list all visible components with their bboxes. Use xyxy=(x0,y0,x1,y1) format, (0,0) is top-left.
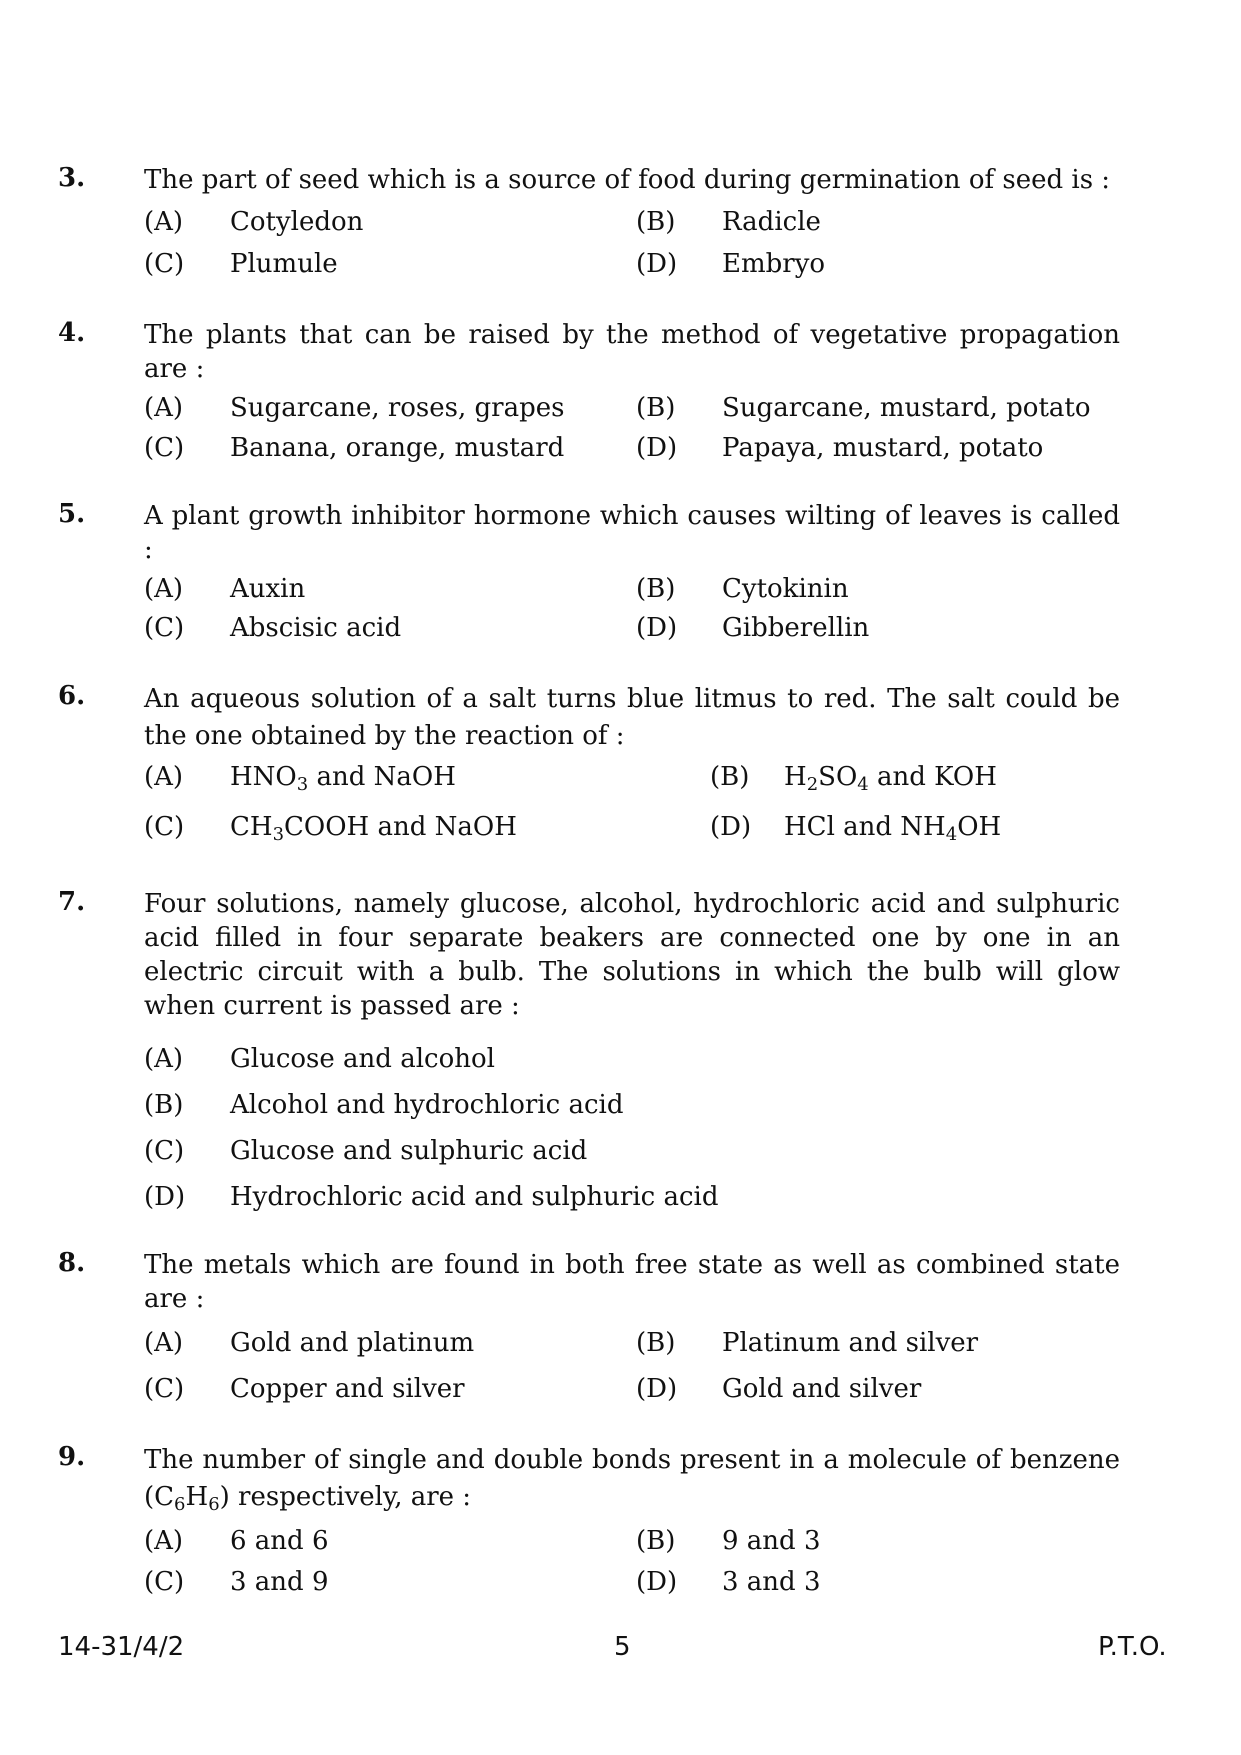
paper-code: 14-31/4/2 xyxy=(58,1632,185,1662)
question-text: Four solutions, namely glucose, alcohol, hydrochloric acid and sulphuric acid filled in four separate beakers are connected one by one in an electric circuit with a bulb. The solutions in which the bulb will glow when current is passed are : xyxy=(144,889,1120,1021)
question-text: A plant growth inhibitor hormone which causes wilting of leaves is called : xyxy=(144,501,1120,565)
question-text: The metals which are found in both free state as well as combined state are : xyxy=(144,1250,1120,1314)
question-number: 7. xyxy=(58,887,86,917)
question-text: The number of single and double bonds present in a molecule of benzene $(C_6H_6)$ respectively, are : xyxy=(144,1445,1120,1515)
question-text: An aqueous solution of a salt turns blue litmus to red. The salt could be the one obtained by the reaction of : xyxy=(144,684,1120,751)
question-number: 6. xyxy=(58,681,86,711)
question-text: The part of seed which is a source of food during germination of seed is : xyxy=(144,165,1111,195)
question-number: 4. xyxy=(58,318,86,348)
pto-label: P.T.O. xyxy=(1098,1632,1167,1662)
question-number: 8. xyxy=(58,1248,86,1278)
page-number: 5 xyxy=(614,1632,631,1662)
question-number: 5. xyxy=(58,499,86,529)
question-number: 9. xyxy=(58,1442,86,1472)
question-text: The plants that can be raised by the method of vegetative propagation are : xyxy=(144,320,1120,384)
question-number: 3. xyxy=(58,163,86,193)
